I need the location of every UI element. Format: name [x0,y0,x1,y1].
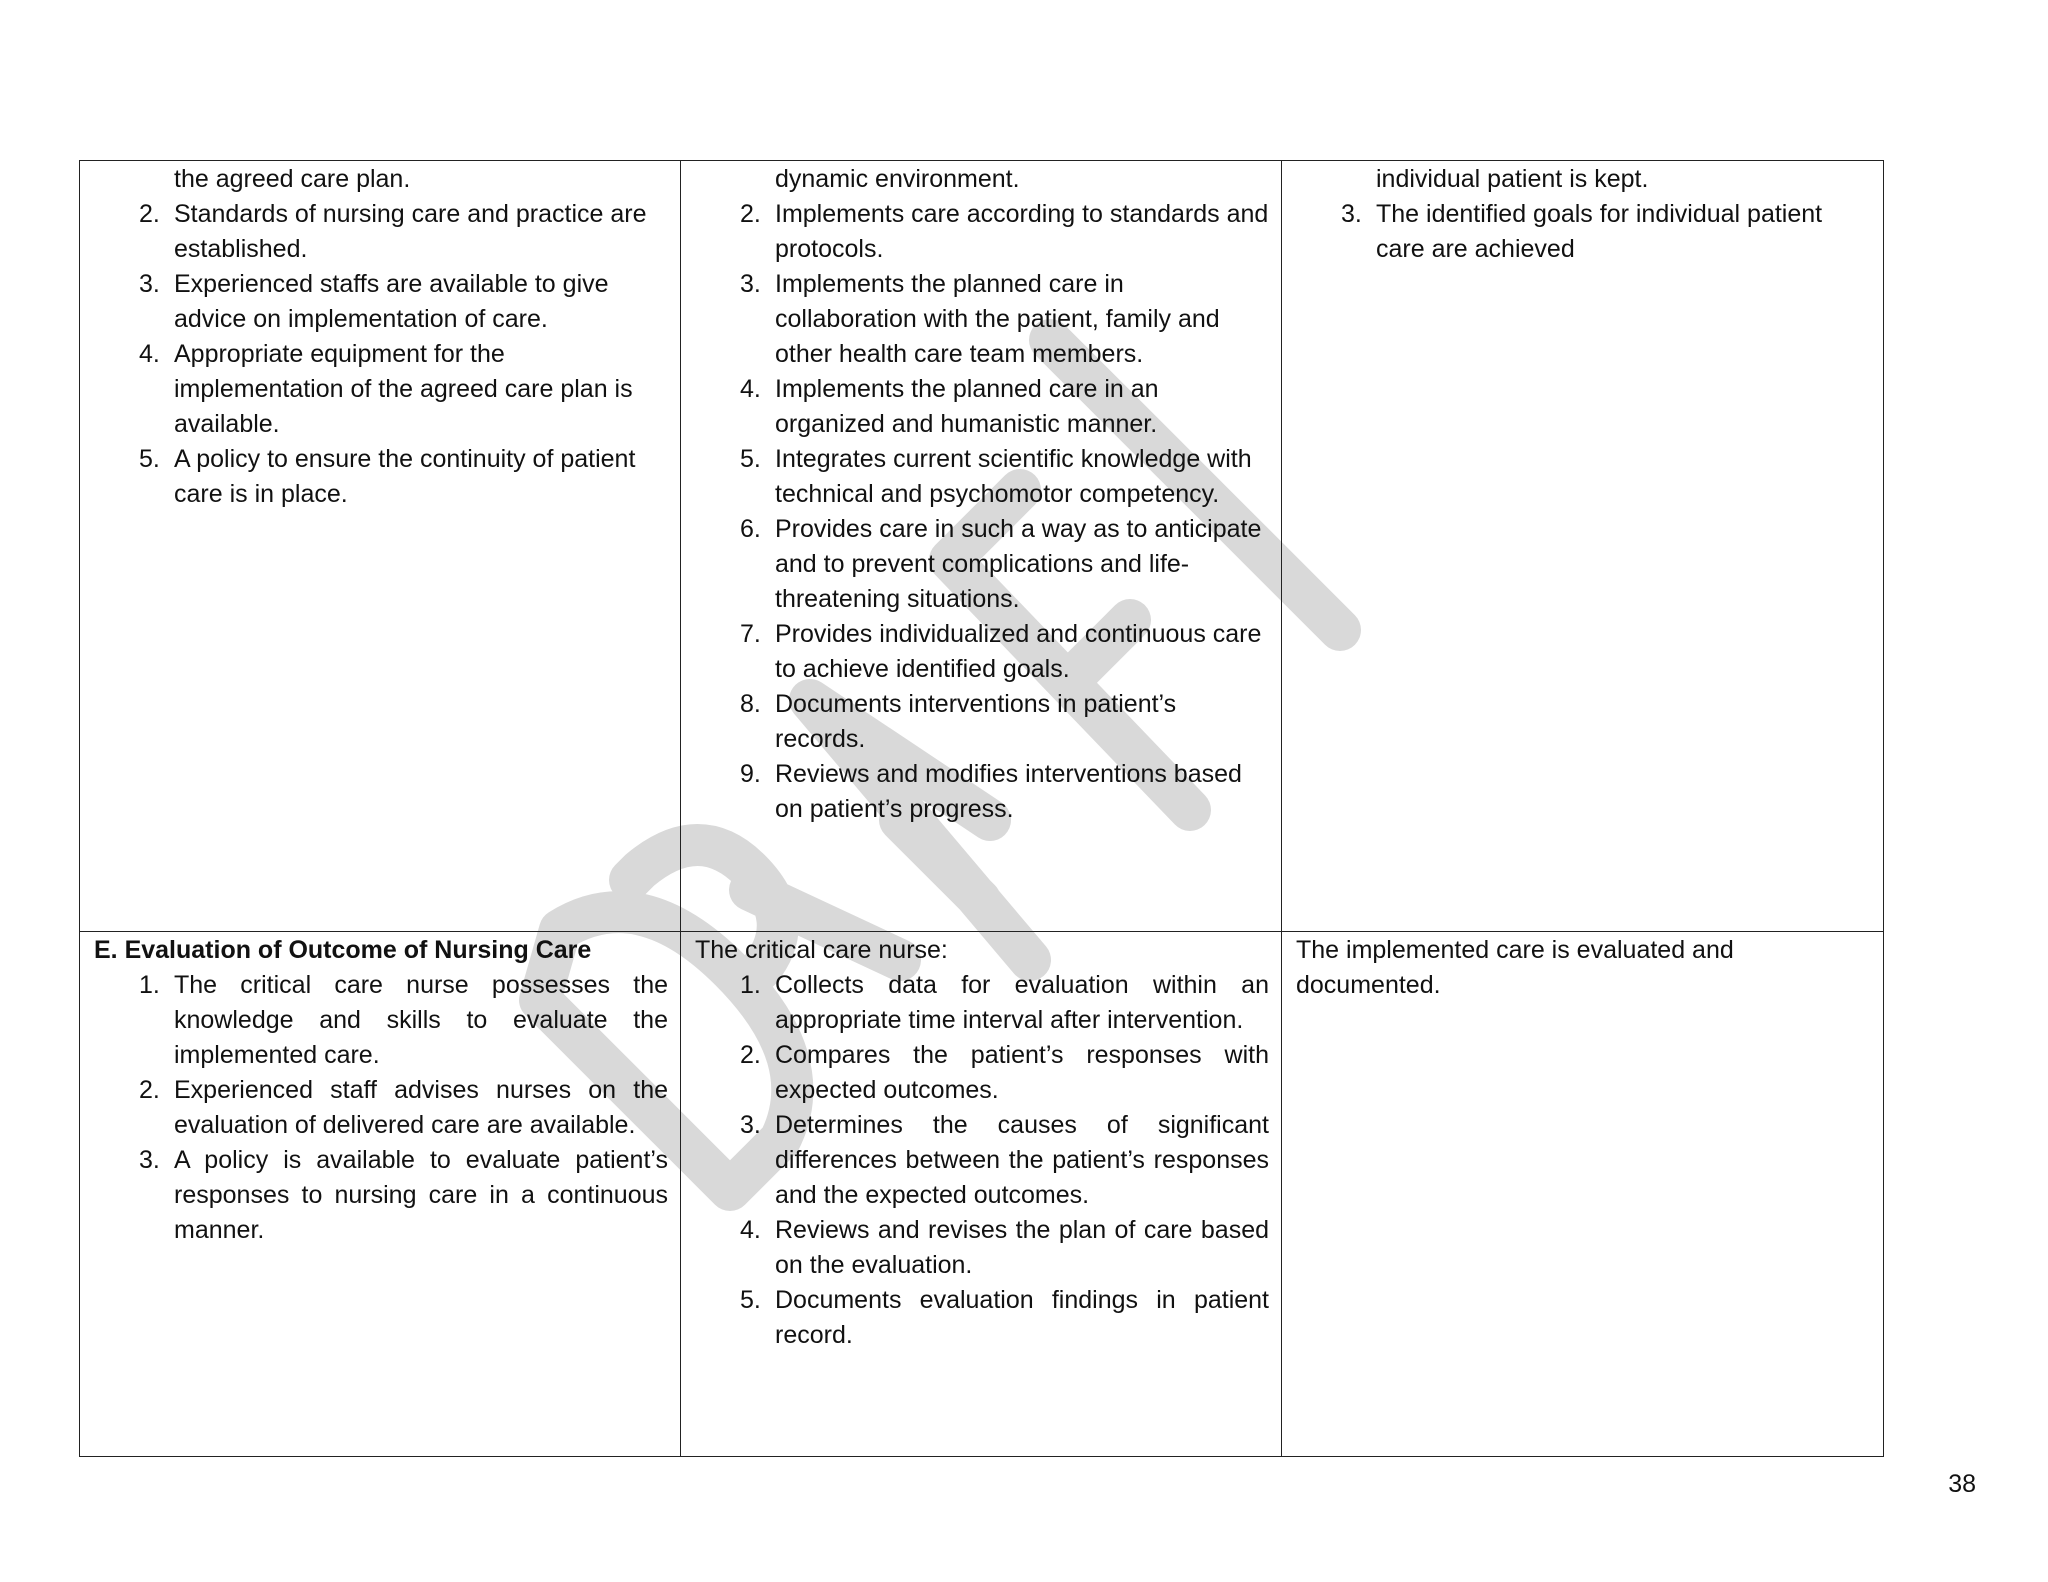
item-number: 3. [740,270,761,298]
item-text: A policy to ensure the continuity of patient care is in place. [174,445,636,508]
item-text: Implements the planned care in collaboration with the patient, family and other health care team members. [775,270,1220,368]
item-text: Implements care according to standards and protocols. [775,200,1269,263]
item-number: 6. [740,515,761,543]
list-item [94,442,668,512]
item-text: Determines the causes of significant differences between the patient’s responses and the expected outcomes. [775,1111,1269,1209]
item-number: 3. [740,1111,761,1139]
item-number: 2. [740,1041,761,1069]
outcome-cell [1282,161,1884,932]
item-text: Reviews and modifies interventions based on patient’s progress. [775,760,1242,823]
structure-cell [80,161,681,932]
item-text: Documents interventions in patient’s records. [775,690,1177,753]
section-heading: E. Evaluation of Outcome of Nursing Care [94,936,592,964]
process-list [695,968,1269,1353]
list-item [695,512,1269,617]
item-text: Implements the planned care in an organized and humanistic manner. [775,375,1159,438]
process-list [695,197,1269,827]
list-item [695,757,1269,827]
list-item [1296,197,1871,267]
item-number: 8. [740,690,761,718]
item-text: A policy is available to evaluate patient’s responses to nursing care in a continuous manner. [174,1146,668,1244]
list-item [94,1073,668,1143]
item-text: Provides care in such a way as to anticipate and to prevent complications and life-threatening situations. [775,515,1262,613]
table-row [80,932,1884,1457]
item-number: 5. [740,445,761,473]
structure-list [94,968,668,1248]
item-text: The identified goals for individual patient care are achieved [1376,200,1823,263]
item-text: Collects data for evaluation within an appropriate time interval after intervention. [775,971,1269,1034]
item-number: 7. [740,620,761,648]
item-text: Reviews and revises the plan of care based on the evaluation. [775,1216,1269,1279]
list-item [695,617,1269,687]
table-row [80,161,1884,932]
standards-table [79,160,1884,1457]
item-number: 1. [740,971,761,999]
item-text: Appropriate equipment for the implementation of the agreed care plan is available. [174,340,633,438]
list-item [94,197,668,267]
outcome-list [1296,197,1871,267]
list-item [695,372,1269,442]
list-item [94,337,668,442]
structure-list [94,197,668,512]
list-item [695,1038,1269,1108]
list-item [94,1143,668,1248]
process-intro: The critical care nurse: [695,936,948,964]
list-item [695,1108,1269,1213]
item-text: Provides individualized and continuous care to achieve identified goals. [775,620,1262,683]
list-item [695,197,1269,267]
outcome-text: The implemented care is evaluated and documented. [1296,936,1734,999]
item-text: Experienced staffs are available to give advice on implementation of care. [174,270,609,333]
item-number: 3. [1341,200,1362,228]
item-text: Compares the patient’s responses with expected outcomes. [775,1041,1269,1104]
item-text: Experienced staff advises nurses on the evaluation of delivered care are available. [174,1076,668,1139]
page-number: 38 [1948,1470,1976,1498]
item-number: 2. [139,1076,160,1104]
item-number: 9. [740,760,761,788]
item-number: 2. [740,200,761,228]
outcome-cell [1282,932,1884,1457]
list-item [695,1213,1269,1283]
item-number: 4. [740,375,761,403]
list-item [695,267,1269,372]
item-text: Standards of nursing care and practice are established. [174,200,647,263]
continuation-text: individual patient is kept. [1376,165,1649,193]
item-number: 2. [139,200,160,228]
item-number: 4. [139,340,160,368]
item-text: Documents evaluation findings in patient record. [775,1286,1269,1349]
list-item [695,1283,1269,1353]
item-text: The critical care nurse possesses the knowledge and skills to evaluate the implemented care. [174,971,668,1069]
list-item [695,442,1269,512]
continuation-text: dynamic environment. [775,165,1020,193]
continuation-text: the agreed care plan. [174,165,411,193]
list-item [695,968,1269,1038]
item-text: Integrates current scientific knowledge with technical and psychomotor competency. [775,445,1252,508]
item-number: 3. [139,1146,160,1174]
item-number: 4. [740,1216,761,1244]
item-number: 3. [139,270,160,298]
process-cell [681,161,1282,932]
process-cell [681,932,1282,1457]
list-item [695,687,1269,757]
item-number: 5. [740,1286,761,1314]
list-item [94,968,668,1073]
item-number: 5. [139,445,160,473]
item-number: 1. [139,971,160,999]
structure-cell [80,932,681,1457]
list-item [94,267,668,337]
